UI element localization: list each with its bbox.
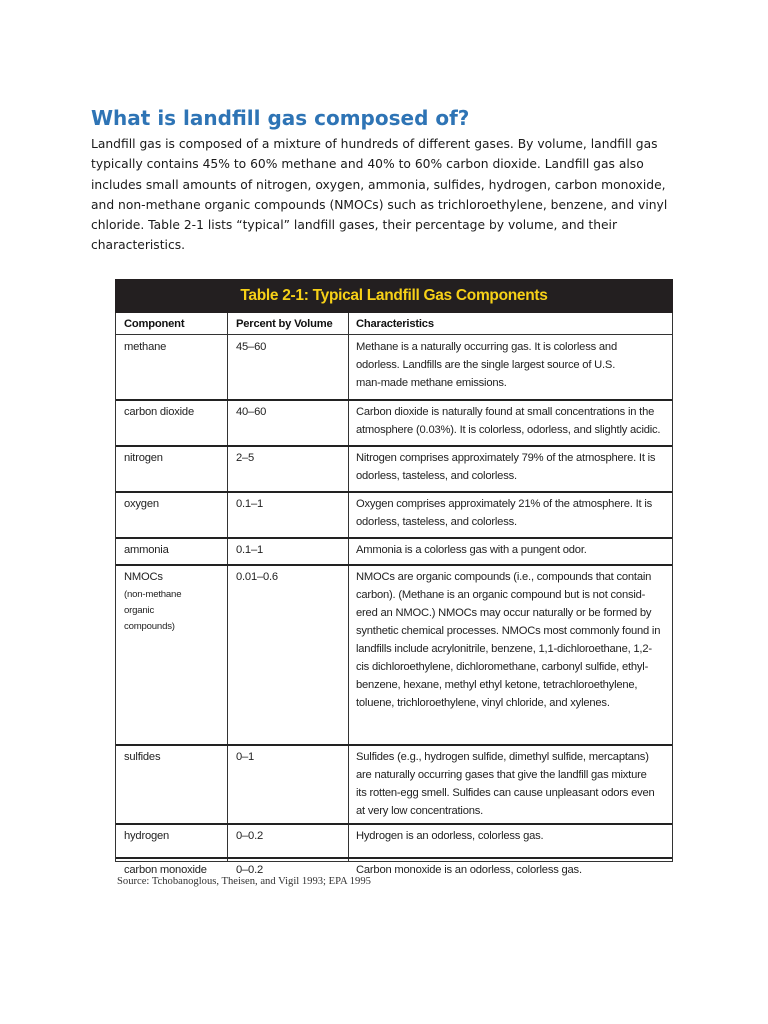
table-row-divider xyxy=(116,744,672,746)
cell-characteristics-line: cis dichloroethylene, dichloromethane, carbonyl sulfide, ethyl- xyxy=(356,661,649,673)
table-row-divider xyxy=(116,823,672,825)
landfill-gas-table-figure xyxy=(115,279,673,876)
cell-percent: 0.1–1 xyxy=(236,544,263,556)
intro-line: typically contains 45% to 60% methane and 40% to 60% carbon dioxide. Landfill gas also xyxy=(91,157,644,172)
page-heading: What is landfill gas composed of? xyxy=(91,106,470,130)
cell-component: nitrogen xyxy=(124,452,163,464)
table-column-divider xyxy=(227,313,228,861)
intro-line: characteristics. xyxy=(91,238,186,253)
cell-characteristics-line: Oxygen comprises approximately 21% of the atmosphere. It is xyxy=(356,498,652,510)
cell-component-note-line: compounds) xyxy=(124,621,175,632)
cell-characteristics xyxy=(356,495,652,531)
cell-characteristics-line: Carbon dioxide is naturally found at small concentrations in the xyxy=(356,406,655,418)
cell-characteristics-line: carbon). (Methane is an organic compound but is not consid- xyxy=(356,589,646,601)
column-header-component: Component xyxy=(124,318,185,330)
cell-characteristics-line: atmosphere (0.03%). It is colorless, odorless, and slightly acidic. xyxy=(356,424,661,436)
intro-line: chloride. Table 2-1 lists “typical” landfill gases, their percentage by volume, and their xyxy=(91,218,618,233)
cell-characteristics-line: odorless, tasteless, and colorless. xyxy=(356,516,517,528)
cell-characteristics xyxy=(356,541,587,559)
cell-component: carbon monoxide xyxy=(124,864,207,876)
cell-characteristics-line: Sulfides (e.g., hydrogen sulfide, dimethyl sulfide, mercaptans) xyxy=(356,751,649,763)
cell-characteristics xyxy=(356,568,660,712)
table-source-note: Source: Tchobanoglous, Theisen, and Vigil 1993; EPA 1995 xyxy=(117,876,371,887)
cell-characteristics-line: odorless. Landfills are the single largest source of U.S. xyxy=(356,359,616,371)
cell-characteristics-line: are naturally occurring gases that give the landfill gas mixture xyxy=(356,769,647,781)
cell-component: methane xyxy=(124,341,167,353)
cell-percent: 0–0.2 xyxy=(236,830,263,842)
cell-characteristics-line: Nitrogen comprises approximately 79% of the atmosphere. It is xyxy=(356,452,656,464)
cell-percent: 0–0.2 xyxy=(236,864,263,876)
intro-line: Landfill gas is composed of a mixture of hundreds of different gases. By volume, landfill gas xyxy=(91,137,658,151)
cell-characteristics xyxy=(356,748,655,820)
cell-component-note xyxy=(124,587,181,635)
cell-component: oxygen xyxy=(124,498,159,510)
table-row-divider xyxy=(116,445,672,447)
cell-characteristics-line: synthetic chemical processes. NMOCs most commonly found in xyxy=(356,625,661,637)
cell-component: NMOCs xyxy=(124,571,163,583)
table-row-divider xyxy=(116,399,672,401)
cell-characteristics-line: man-made methane emissions. xyxy=(356,377,507,389)
cell-characteristics xyxy=(356,403,660,439)
cell-percent: 0.01–0.6 xyxy=(236,571,278,583)
table-row-divider xyxy=(116,857,672,859)
cell-percent: 2–5 xyxy=(236,452,255,464)
cell-characteristics-line: benzene, hexane, methyl ethyl ketone, tetrachloroethylene, xyxy=(356,679,638,691)
column-header-percent: Percent by Volume xyxy=(236,318,333,330)
table-row-divider xyxy=(116,564,672,566)
cell-characteristics-line: Methane is a naturally occurring gas. It is colorless and xyxy=(356,341,617,353)
cell-characteristics-line: toluene, trichloroethylene, vinyl chloride, and xylenes. xyxy=(356,697,610,709)
cell-component-note-line: organic xyxy=(124,605,155,616)
cell-characteristics-line: odorless, tasteless, and colorless. xyxy=(356,470,517,482)
cell-characteristics-line: Hydrogen is an odorless, colorless gas. xyxy=(356,830,544,842)
table-row-divider xyxy=(116,537,672,539)
cell-percent: 45–60 xyxy=(236,341,267,353)
cell-component: hydrogen xyxy=(124,830,170,842)
table-column-divider xyxy=(348,313,349,861)
cell-percent: 0–1 xyxy=(236,751,255,763)
intro-line: includes small amounts of nitrogen, oxygen, ammonia, sulfides, hydrogen, carbon monoxide, xyxy=(91,177,666,192)
cell-characteristics-line: at very low concentrations. xyxy=(356,805,484,817)
cell-characteristics xyxy=(356,827,543,845)
cell-component: ammonia xyxy=(124,544,169,556)
cell-characteristics-line: ered an NMOC.) NMOCs may occur naturally or be formed by xyxy=(356,607,652,619)
cell-characteristics-line: Carbon monoxide is an odorless, colorless gas. xyxy=(356,864,582,876)
cell-percent: 0.1–1 xyxy=(236,498,263,510)
cell-characteristics xyxy=(356,449,655,485)
table-title: Table 2-1: Typical Landfill Gas Components xyxy=(115,279,673,313)
table-row-divider xyxy=(116,491,672,493)
intro-paragraph xyxy=(91,134,671,256)
cell-percent: 40–60 xyxy=(236,406,267,418)
cell-characteristics-line: landfills include acrylonitrile, benzene, 1,1-dichloroethane, 1,2- xyxy=(356,643,652,655)
cell-characteristics-line: its rotten-egg smell. Sulfides can cause unpleasant odors even xyxy=(356,787,655,799)
cell-component: carbon dioxide xyxy=(124,406,194,418)
cell-component-note-line: (non-methane xyxy=(124,589,182,600)
landfill-gas-table xyxy=(115,313,673,876)
table-row-divider xyxy=(116,334,672,335)
cell-characteristics xyxy=(356,861,582,879)
intro-line: and non-methane organic compounds (NMOCs) such as trichloroethylene, benzene, and vinyl xyxy=(91,197,668,212)
cell-characteristics-line: NMOCs are organic compounds (i.e., compounds that contain xyxy=(356,571,652,583)
cell-characteristics xyxy=(356,338,617,392)
cell-component: sulfides xyxy=(124,751,161,763)
cell-characteristics-line: Ammonia is a colorless gas with a pungent odor. xyxy=(356,544,587,556)
column-header-characteristics: Characteristics xyxy=(356,318,434,330)
